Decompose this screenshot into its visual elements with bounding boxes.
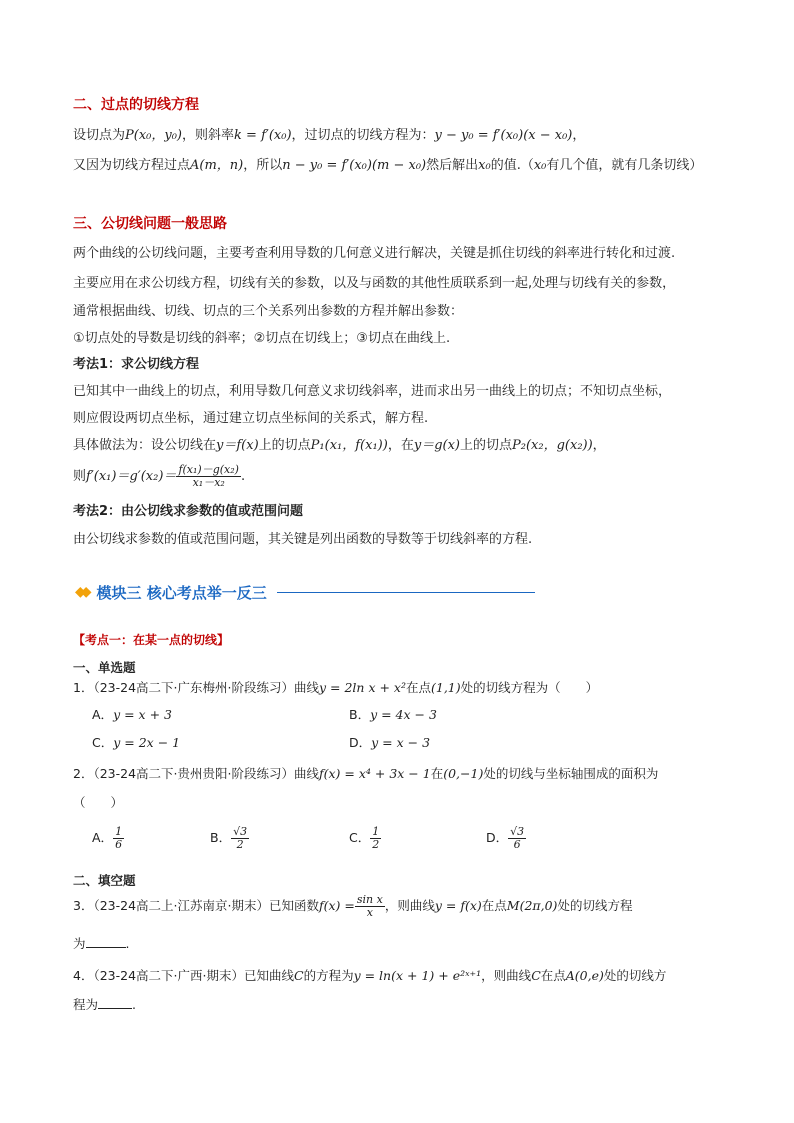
text: （23-24高二下·贵州贵阳·阶段练习）曲线 (93, 766, 319, 781)
option-a[interactable] (92, 826, 124, 851)
math-expr: y = 2ln x + x² (318, 680, 406, 695)
denominator: 6 (513, 838, 521, 851)
text: ，则曲线 (384, 898, 435, 913)
denominator: x₁－x₂ (192, 476, 225, 489)
math-expr: x₀ (478, 158, 491, 173)
paragraph-line: 两个曲线的公切线问题，主要考查利用导数的几何意义进行解决，关键是抓住切线的斜率进行转化和过渡. (73, 246, 676, 261)
option-label: D． (349, 735, 372, 750)
text: 处的切线方程 (557, 898, 633, 913)
text: 在 (430, 766, 444, 781)
text: 然后解出 (426, 158, 479, 173)
option-c[interactable] (349, 826, 381, 851)
text: 处的切线方程为（ ） (460, 680, 599, 695)
question-2-stem (73, 765, 658, 783)
paragraph-line: 通常根据曲线、切线、切点的三个关系列出参数的方程并解出参数： (73, 304, 464, 319)
option-b[interactable] (210, 826, 249, 851)
text: . (125, 936, 130, 951)
option-value: y = x + 3 (113, 707, 172, 722)
text: 在点 (481, 898, 507, 913)
text: ， (572, 128, 586, 143)
fraction (355, 894, 385, 919)
paragraph-line: 则应假设两切点坐标，通过建立切点坐标间的关系式，解方程. (73, 411, 429, 426)
text: ，在 (387, 438, 414, 453)
text: 处的切线与坐标轴围成的面积为 (483, 766, 659, 781)
text: 则 (73, 469, 87, 484)
option-label: D． (486, 830, 509, 845)
paragraph-line: ①切点处的导数是切线的斜率；②切点在切线上；③切点在曲线上. (73, 331, 451, 346)
text: 在点 (540, 968, 566, 983)
math-expr: k = f′(x₀) (234, 128, 292, 143)
text: ，所以 (243, 158, 283, 173)
denominator: 2 (372, 838, 380, 851)
denominator: 6 (115, 838, 123, 851)
method-2-title: 考法2：由公切线求参数的值或范围问题 (73, 504, 304, 519)
option-label: A． (92, 830, 114, 845)
numerator: 1 (115, 825, 123, 838)
text: 的方程为 (303, 968, 354, 983)
text: （23-24高二下·广东梅州·阶段练习）曲线 (93, 680, 319, 695)
text: 为 (73, 936, 86, 951)
math-expr: y＝f(x) (216, 438, 259, 453)
math-expr: (1,1) (431, 680, 461, 695)
math-expr: P₂(x₂，g(x₂)) (512, 438, 593, 453)
option-label: C． (92, 735, 114, 750)
option-value: y = 2x − 1 (113, 735, 181, 750)
math-expr: y = f(x) (434, 898, 482, 913)
option-label: C． (349, 830, 371, 845)
question-number: 1． (73, 680, 94, 695)
paragraph-line (73, 437, 606, 455)
denominator: 2 (236, 838, 244, 851)
text: . (240, 469, 246, 484)
text: 又因为切线方程过点 (73, 158, 191, 173)
math-expr: f(x) = (318, 898, 355, 913)
method-1-title: 考法1：求公切线方程 (73, 357, 200, 372)
option-d[interactable] (349, 734, 430, 752)
math-expr: A(m，n) (190, 158, 244, 173)
text: 上的切点 (258, 438, 311, 453)
topic-tag: 【考点一：在某一点的切线】 (73, 633, 230, 647)
text: 程为 (73, 997, 99, 1012)
math-expr: n − y₀ = f′(x₀)(m − x₀) (282, 158, 427, 173)
denominator: x (366, 906, 373, 919)
paragraph-line (73, 157, 702, 175)
question-type-heading: 一、单选题 (73, 660, 136, 675)
formula-line (73, 462, 245, 492)
fraction (113, 826, 124, 851)
question-number: 3． (73, 898, 94, 913)
module-header (75, 580, 535, 604)
math-expr: C (531, 968, 541, 983)
math-expr: (0,−1) (443, 766, 484, 781)
question-4-stem (73, 967, 666, 985)
text: 设切点为 (73, 128, 126, 143)
question-1-stem (73, 679, 598, 697)
text: ，则曲线 (481, 968, 532, 983)
text: 具体做法为：设公切线在 (73, 438, 217, 453)
math-expr: y＝g(x) (413, 438, 460, 453)
fraction (370, 826, 381, 851)
option-d[interactable] (486, 826, 526, 851)
question-4-blank-line (73, 996, 136, 1014)
option-label: B． (349, 707, 371, 722)
text: . (132, 997, 136, 1012)
question-number: 4． (73, 968, 94, 983)
double-diamond-icon: ◆◆ (75, 584, 87, 600)
option-value: y = x − 3 (371, 735, 431, 750)
math-expr: y = ln(x + 1) + e²ˣ⁺¹ (353, 968, 482, 983)
question-number: 2． (73, 766, 94, 781)
paragraph-line: 由公切线求参数的值或范围问题，其关键是列出函数的导数等于切线斜率的方程. (73, 532, 533, 547)
math-expr: P(x₀，y₀) (125, 128, 183, 143)
text: ，则斜率 (182, 128, 235, 143)
module-rule-divider (277, 592, 535, 593)
option-label: B． (210, 830, 232, 845)
paragraph-line: 主要应用在求公切线方程，切线有关的参数，以及与函数的其他性质联系到一起,处理与切线有关的参数， (73, 276, 676, 291)
section-heading-tangent-through-point: 二、过点的切线方程 (73, 97, 199, 113)
math-expr: M(2π,0) (506, 898, 558, 913)
question-type-heading: 二、填空题 (73, 873, 136, 888)
question-3-blank-line (73, 935, 130, 953)
question-3-stem (73, 890, 632, 922)
text: 上的切点 (460, 438, 513, 453)
numerator: sin x (356, 893, 383, 906)
text: （23-24高二上·江苏南京·期末）已知函数 (93, 898, 319, 913)
module-title: 模块三 核心考点举一反三 (96, 583, 267, 602)
text: 有几个值，就有几条切线） (546, 158, 703, 173)
fraction (508, 826, 526, 851)
option-value: y = 4x − 3 (370, 707, 437, 722)
math-expr: P₁(x₁，f(x₁)) (310, 438, 388, 453)
math-expr: C (293, 968, 304, 983)
text: 的值.（ (490, 158, 534, 173)
fraction (176, 464, 241, 489)
fraction (231, 826, 249, 851)
text: ， (592, 438, 606, 453)
answer-blank[interactable] (98, 1008, 132, 1009)
option-a[interactable] (92, 706, 172, 724)
paragraph-line: 已知其中一曲线上的切点，利用导数几何意义求切线斜率，进而求出另一曲线上的切点；不知切点坐标， (73, 384, 672, 399)
answer-blank[interactable] (86, 947, 126, 948)
numerator: f(x₁)－g(x₂) (178, 463, 239, 476)
option-c[interactable] (92, 734, 180, 752)
math-expr: A(0,e) (565, 968, 604, 983)
numerator: √3 (510, 825, 525, 838)
text: ，过切点的切线方程为： (291, 128, 435, 143)
numerator: 1 (372, 825, 380, 838)
option-b[interactable] (349, 706, 437, 724)
paragraph-line (73, 127, 585, 145)
math-expr: f′(x₁)＝g′(x₂)＝ (86, 469, 177, 484)
math-expr: x₀ (533, 158, 547, 173)
text: （23-24高二下·广西·期末）已知曲线 (93, 968, 294, 983)
answer-paren: （ ） (73, 795, 124, 810)
section-heading-common-tangent: 三、公切线问题一般思路 (73, 216, 227, 232)
math-expr: f(x) = x⁴ + 3x − 1 (318, 766, 431, 781)
text: 在点 (405, 680, 431, 695)
option-label: A． (92, 707, 114, 722)
text: 处的切线方 (603, 968, 667, 983)
numerator: √3 (233, 825, 248, 838)
math-expr: y − y₀ = f′(x₀)(x − x₀) (434, 128, 573, 143)
